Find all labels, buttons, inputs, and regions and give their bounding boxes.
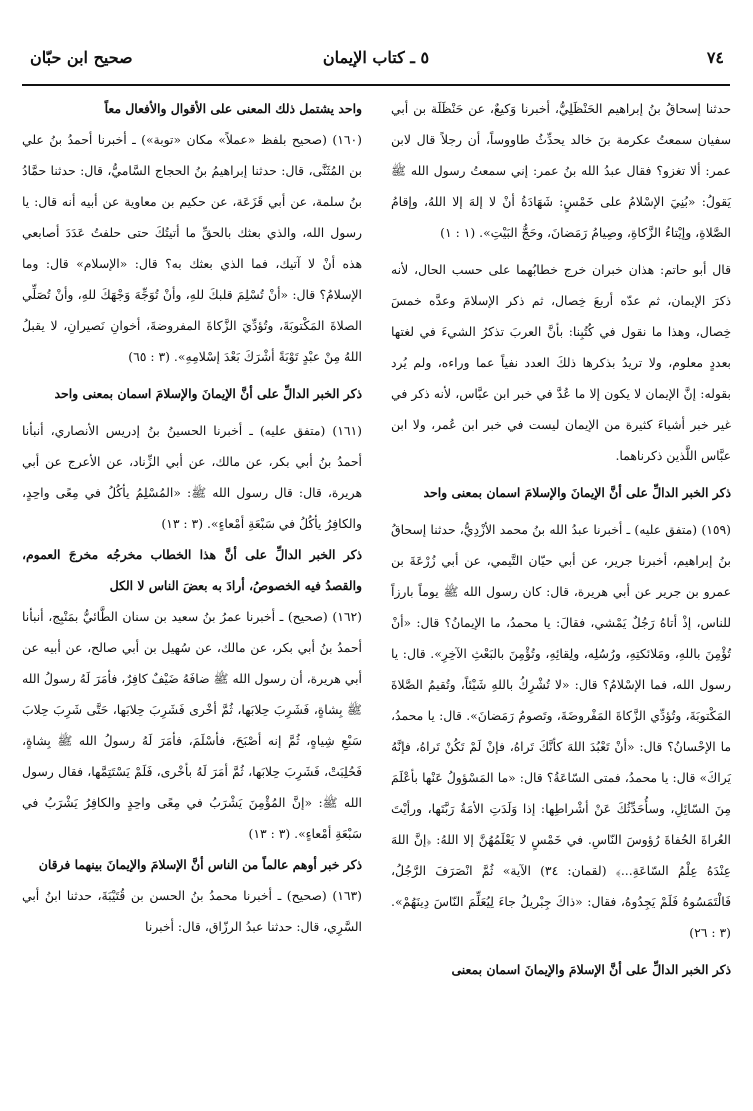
section-heading: واحد يشتمل ذلك المعنى على الأقوال والأفعال معاً (104, 101, 362, 116)
paragraph: حدثنا إسحاقُ بنُ إبراهيم الحَنْظَلِيُّ، أخبرنا وَكيعٌ، عن حَنْظَلَة بن أبي سفيان سمعتُ عكرمة بنَ خالد يحدِّثُ طاووساً، أن رجلاً قال لابن عمر: ألا تغزو؟ فقال عبدُ الله بنُ عمر: إني سمعتُ رسول الله ﷺ يَقولُ: «بُنِيَ الإسْلامُ على خَمْسٍ: شَهَادَةُ أنْ لا إلهَ إلا اللهُ، وإقامُ الصَّلاةِ، وإيْتاءُ الزَّكاةِ، وصِيامُ رَمَضانَ، وحَجُّ البَيْتِ». (١ : ١) (391, 101, 731, 240)
section-heading: ذكر الخبر الدالِّ على أنَّ هذا الخطاب مخرجُه مخرجَ العموم، والقصدُ فيه الخصوصُ، أرادَ به بعضَ الناس لا الكل (22, 547, 362, 593)
section-heading: ذكر الخبر الدالِّ على أنَّ الإيمانَ والإسلامَ اسمان بمعنى واحد (54, 386, 362, 401)
hadith-entry: (١٦٠) (صحيح بلفظ «عملاً» مكان «توبة») ـ أخبرنا أحمدُ بنُ علي بن المُثَنَّى، قال: حدثنا إبراهيمُ بنُ الحجاج السَّاميُّ، قال: حدثنا حمَّادُ بنُ سلمة، عن أبي قَزَعَة، عن حكيم بن معاوية عن أبيه أنه قال: يا رسول الله، والذي بعثك بالحقِّ ما أتيتُكَ حتى حلفتُ عَدَدَ أصابعي هذه أنْ لا آتيك، فما الذي بعثك به؟ قال: «الإسلام» قال: وما الإسلامُ؟ قال: «أنْ تُسْلِمَ قلبكَ للهِ، وأنْ تُوَجِّهَ وَجْهَكَ للهِ، وأنْ تُصَلِّي الصلاةَ المَكْتوبَةَ، وتُؤدِّيَ الزَّكاةَ المفروضةَ، أخوانِ نَصيرانِ، لا يقبلُ اللهُ مِنْ عبْدٍ تَوْبَةً أشْرَكَ بَعْدَ إسْلامِهِ». (٣ : ٦٥) (22, 132, 362, 364)
running-header (22, 44, 730, 86)
section-heading: ذكر خبر أوهم عالماً من الناس أنَّ الإسلامَ والإيمانَ بينهما فرقان (38, 857, 362, 872)
right-column (391, 93, 731, 985)
book-title: صحيح ابن حبّان (30, 48, 133, 67)
section-heading: ذكر الخبر الدالِّ على أنَّ الإسلامَ والإيمانَ اسمان بمعنى (451, 962, 731, 977)
hadith-entry: (١٦٢) (صحيح) ـ أخبرنا عمرُ بنُ سعيد بن سنان الطَّائيُّ بمَنْبِج، أنبأنا أحمدُ بنُ أبي بكر، عن مالك، عن سُهيل بن أبي صالح، عن أبيه عن أبي هريرة، أن رسول الله ﷺ ضافَهُ ضَيْفٌ كافِرٌ، فأمَرَ لَهُ رسولُ الله ﷺ بِشاةٍ، فَشَرِبَ حِلابَها، ثُمَّ أخْرى فَشَرِبَ حِلابَها، حَتَّى شَرِبَ حِلابَ سَبْعِ شِياهٍ، ثُمَّ إنه أصْبَحَ، فأسْلَمَ، فأمَرَ لَهُ رسولُ الله ﷺ بِشاةٍ، فَحُلِبَتْ، فَشَرِبَ حِلابَها، ثُمَّ أمَرَ لَهُ بأخْرى، فَلَمْ يَسْتَتِمَّها، فقال رسول الله ﷺ: «إنَّ المُؤْمِنَ يَشْرَبُ في مِعًى واحِدٍ والكافِرُ يَشْرَبُ في سَبْعَةِ أمْعاءٍ». (٣ : ١٣) (22, 609, 362, 841)
chapter-title: ٥ ـ كتاب الإيمان (322, 48, 430, 67)
left-column (22, 93, 362, 942)
hadith-entry: (١٥٩) (متفق عليه) ـ أخبرنا عبدُ الله بنُ محمد الأزْدِيُّ، حدثنا إسحاقُ بنُ إبراهيم، أخبرنا جرير، عن أبي حيّان التَّيمي، عن أبي زُرْعَةَ بن عمرو بن جرير عن أبي هريرة، قال: كان رسول الله ﷺ يوماً بارزاً للناس، إذْ أتاهُ رَجُلٌ يَمْشي، فقالَ: يا محمدُ، ما الإيمانُ؟ قال: «أنْ تُؤْمِنَ باللهِ، ومَلائكتِهِ، ورُسُلِه، ولِقائِهِ، وتُؤْمِنَ بالبَعْثِ الآخِرِ». قال: يا رسول الله، فما الإسْلامُ؟ قال: «لا تُشْرِكُ باللهِ شَيْئاً، وتُقيمُ الصَّلاةَ المَكْتوبَةَ، وتُؤدِّي الزَّكاةَ المَفْروضَةَ، وتَصومُ رَمَضانَ». قال: يا محمدُ، ما الإحْسانُ؟ قال: «أنْ تَعْبُدَ اللهَ كأنَّكَ تَراهُ، فإنْ لَمْ تَكُنْ تَراهُ، فإنَّهُ يَراكَ» قال: يا محمدُ، فمتى السّاعَةُ؟ قال: «ما المَسْؤولُ عَنْها بأعْلَمَ مِنَ السّائِلِ، وسأُحَدِّثُكَ عَنْ أشْراطِها: إذا وَلَدَتِ الأمَةُ رَبَّتَها، ورأيْتَ العُراةَ الحُفاةَ رُؤوسَ النّاسِ. في خَمْسٍ لا يَعْلَمُهُنَّ إلا اللهُ: ﴿إنَّ اللهَ عِنْدَهُ عِلْمُ السّاعَةِ...﴾ (لقمان: ٣٤) الآية» ثُمَّ انْصَرَفَ الرَّجُلُ، فَالْتَمَسُوهُ فَلَمْ يَجِدُوهُ، فقال: «ذاكَ جِبْريلُ جاءَ لِيُعَلِّمَ النّاسَ دِينَهُمْ». (٣ : ٢٦) (391, 522, 731, 940)
hadith-entry: (١٦١) (متفق عليه) ـ أخبرنا الحسينُ بنُ إدريس الأنصاري، أنبأنا أحمدُ بنُ أبي بكر، عن مالك، عن أبي الزِّناد، عن الأعرج عن أبي هريرة، قال: قال رسول الله ﷺ: «المُسْلِمُ يأكُلُ في مِعًى واحِدٍ، والكافِرُ يأكُلُ في سَبْعَةِ أمْعاءٍ». (٣ : ١٣) (22, 423, 362, 531)
page-number: ٧٤ (706, 48, 724, 67)
section-heading: ذكر الخبر الدالِّ على أنَّ الإيمانَ والإسلامَ اسمان بمعنى واحد (423, 485, 731, 500)
paragraph: قال أبو حاتم: هذان خبران خرج خطابُهما على حسب الحال، لأنه ذكرَ الإيمان، ثم عدّه أربعَ خِصال، ثم ذكر الإسلامَ وعدَّه خمسَ خِصال، وهذا ما نقول في كُتُبِنا: بأنَّ العربَ تذكرُ الشيءَ في لغتها بعددٍ معلوم، ولا تريدُ بذكرها ذلكَ العدد نفياً عما وراءه، ولم يُرد بقوله: إنَّ الإيمان لا يكون إلا ما عُدَّ في خبر ابن عبَّاس، لأنه ذكر في غير خبر أشياءَ كثيرة من الإيمان ليست في خبر ابن عُمر، ولا ابن عبَّاس اللَّذين ذكرناهما. (391, 262, 731, 463)
hadith-entry: (١٦٣) (صحيح) ـ أخبرنا محمدُ بنُ الحسن بن قُتَيْبَةَ، حدثنا ابنُ أبي السَّرِي، قال: حدثنا عبدُ الرزّاق، قال: أخبرنا (22, 888, 362, 934)
